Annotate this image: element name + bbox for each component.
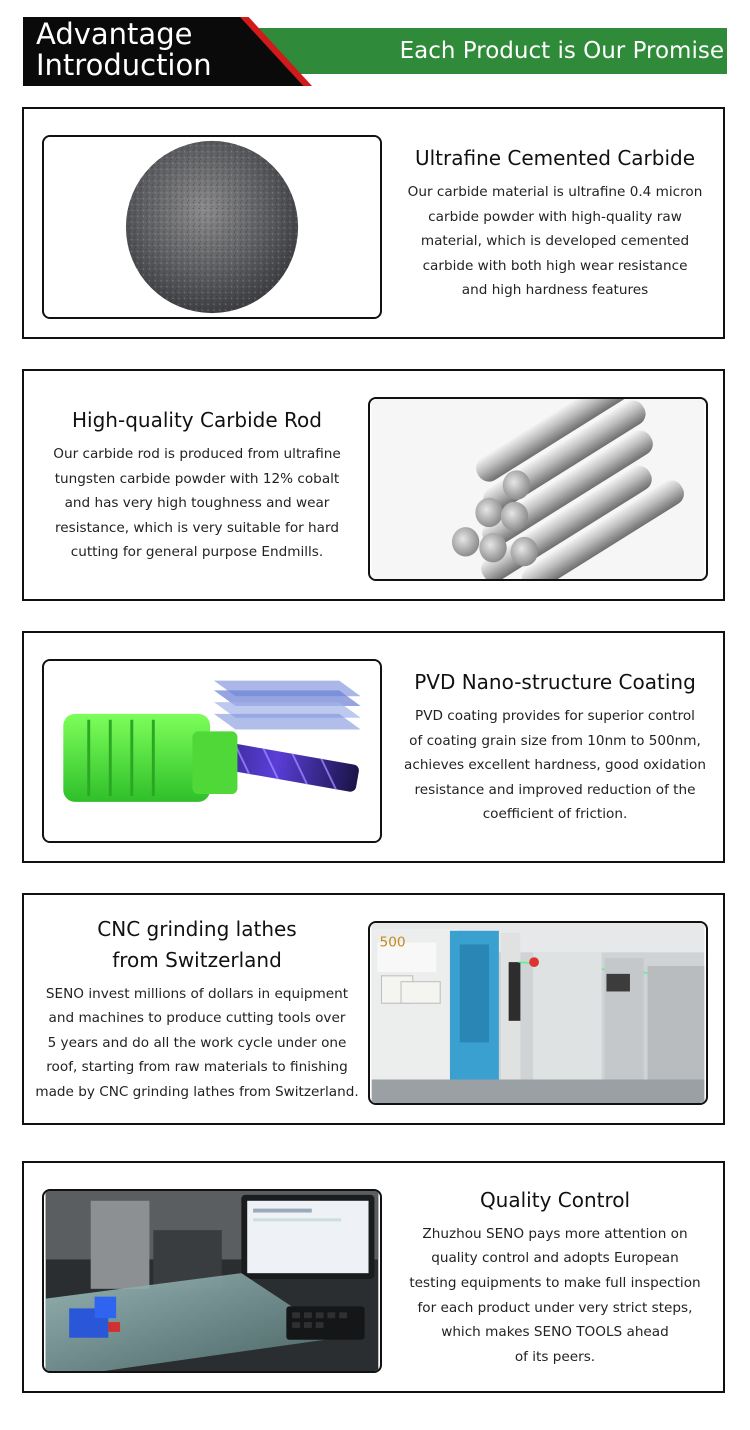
section-carbide-rod bbox=[22, 369, 725, 601]
section-text bbox=[390, 633, 720, 861]
section-text bbox=[32, 371, 362, 599]
section-title: Ultrafine Cemented Carbide bbox=[414, 146, 696, 171]
banner-title: Advantage Introduction bbox=[36, 17, 212, 82]
section-pvd-coating bbox=[22, 631, 725, 863]
section-text bbox=[390, 1163, 720, 1391]
banner-slogan: Each Product is Our Promise bbox=[399, 38, 724, 64]
section-body: SENO invest millions of dollars in equipment and machines to produce cutting tools over 5 years and do all the work cycle under one roof, starting from raw materials to finishing made by CNC grinding lathes from Switzerland. bbox=[35, 985, 359, 1100]
section-text bbox=[390, 109, 720, 337]
section-text bbox=[32, 895, 362, 1123]
carbide-rods-image bbox=[368, 397, 708, 581]
header-banner bbox=[0, 0, 750, 90]
cnc-workshop-image bbox=[368, 921, 708, 1105]
section-title: High-quality Carbide Rod bbox=[72, 408, 322, 433]
section-body: Zhuzhou SENO pays more attention on quality control and adopts European testing equipments to make full inspection for each product under very strict steps, which makes SENO TOOLS ahead of its peers. bbox=[409, 1225, 701, 1365]
section-title: PVD Nano-structure Coating bbox=[414, 670, 696, 695]
section-quality-control bbox=[22, 1161, 725, 1393]
carbide-powder-image bbox=[42, 135, 382, 319]
section-body: PVD coating provides for superior control of coating grain size from 10nm to 500nm, achieves excellent hardness, good oxidation resistance and improved reduction of the coefficient of friction. bbox=[404, 708, 706, 823]
machine-label: 500 bbox=[379, 934, 406, 951]
inspection-equipment-image bbox=[42, 1189, 382, 1373]
section-title: Quality Control bbox=[479, 1187, 631, 1212]
section-ultrafine-carbide bbox=[22, 107, 725, 339]
section-title: CNC grinding lathes from Switzerland bbox=[97, 916, 297, 972]
section-body: Our carbide rod is produced from ultrafine tungsten carbide powder with 12% cobalt and has very high toughness and wear resistance, which is very suitable for hard cutting for general purpose Endmills. bbox=[53, 446, 341, 561]
section-body: Our carbide material is ultrafine 0.4 micron carbide powder with high-quality raw material, which is developed cemented carbide with both high wear resistance and high hardness features bbox=[407, 184, 703, 299]
coated-endmill-image bbox=[42, 659, 382, 843]
section-cnc-grinding bbox=[22, 893, 725, 1125]
